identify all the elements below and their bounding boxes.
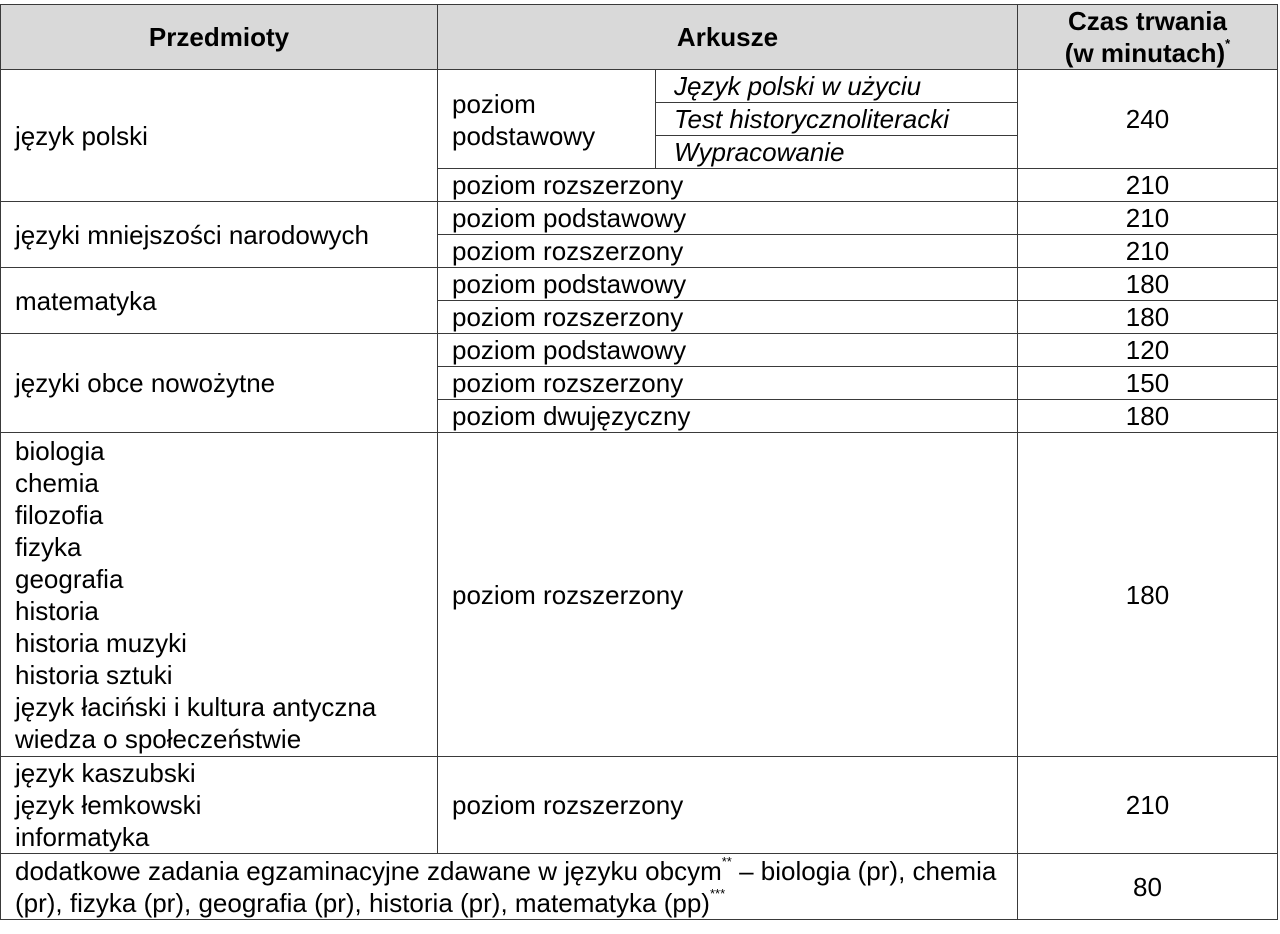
header-duration (1018, 5, 1278, 70)
subject-item: język łemkowski (15, 790, 202, 820)
level-cell: poziom dwujęzyczny (438, 400, 1018, 433)
table-row (1, 334, 1278, 367)
level-cell (438, 70, 656, 169)
duration-cell: 150 (1018, 367, 1278, 400)
footnote-mark-double: ** (721, 853, 732, 869)
header-row (1, 5, 1278, 70)
level-line2: podstawowy (452, 121, 596, 151)
header-subjects: Przedmioty (1, 5, 438, 70)
duration-cell: 210 (1018, 757, 1278, 854)
subject-cell: języki obce nowożytne (1, 334, 438, 433)
subject-cell: matematyka (1, 268, 438, 334)
header-sheets: Arkusze (438, 5, 1018, 70)
header-duration-line1: Czas trwania (1068, 6, 1227, 36)
subject-item: biologia (15, 435, 105, 466)
table-row (1, 268, 1278, 301)
duration-cell: 240 (1018, 70, 1278, 169)
level-line1: poziom (452, 89, 536, 119)
level-cell: poziom rozszerzony (438, 367, 1018, 400)
duration-cell: 180 (1018, 433, 1278, 757)
duration-cell: 210 (1018, 202, 1278, 235)
sheet-cell: Język polski w użyciu (656, 70, 1018, 103)
duration-cell: 120 (1018, 334, 1278, 367)
subject-item: fizyka (15, 531, 82, 562)
subject-item: historia sztuki (15, 659, 173, 690)
duration-cell: 180 (1018, 268, 1278, 301)
subject-list-cell (1, 757, 438, 854)
level-cell: poziom rozszerzony (438, 301, 1018, 334)
subject-item: filozofia (15, 499, 104, 530)
header-duration-line2: (w minutach) (1064, 38, 1226, 68)
level-cell: poziom podstawowy (438, 334, 1018, 367)
subject-list-cell (1, 433, 438, 757)
exam-duration-table (0, 4, 1278, 920)
additional-tasks-cell (1, 854, 1018, 920)
subject-item: historia muzyki (15, 627, 187, 658)
subject-item: geografia (15, 563, 124, 594)
level-cell: poziom podstawowy (438, 202, 1018, 235)
duration-cell: 210 (1018, 235, 1278, 268)
level-cell: poziom rozszerzony (438, 169, 1018, 202)
subject-item: historia (15, 595, 99, 626)
subject-item: wiedza o społeczeństwie (15, 723, 302, 754)
level-cell: poziom rozszerzony (438, 757, 1018, 854)
level-cell: poziom podstawowy (438, 268, 1018, 301)
subject-item: język kaszubski (15, 758, 196, 788)
level-cell: poziom rozszerzony (438, 235, 1018, 268)
subject-cell: język polski (1, 70, 438, 202)
table-row (1, 757, 1278, 854)
sheet-cell: Test historycznoliteracki (656, 103, 1018, 136)
duration-cell: 210 (1018, 169, 1278, 202)
duration-cell: 180 (1018, 400, 1278, 433)
subject-cell: języki mniejszości narodowych (1, 202, 438, 268)
additional-tasks-subjects: – biologia (pr), chemia (pr), fizyka (pr), geografia (pr), historia (pr), matematyka (pp) (15, 855, 997, 918)
footnote-mark-triple: *** (709, 885, 726, 901)
duration-cell: 180 (1018, 301, 1278, 334)
subject-item: chemia (15, 467, 99, 498)
subject-item: informatyka (15, 822, 150, 852)
duration-cell: 80 (1018, 854, 1278, 920)
sheet-cell: Wypracowanie (656, 136, 1018, 169)
additional-tasks-text: dodatkowe zadania egzaminacyjne zdawane w języku obcym (15, 855, 722, 886)
table-row (1, 70, 1278, 103)
level-cell: poziom rozszerzony (438, 433, 1018, 757)
table-row (1, 433, 1278, 757)
subject-item: język łaciński i kultura antyczna (15, 691, 377, 722)
table-row (1, 202, 1278, 235)
header-duration-footnote-mark: * (1225, 36, 1231, 51)
table-row (1, 854, 1278, 920)
